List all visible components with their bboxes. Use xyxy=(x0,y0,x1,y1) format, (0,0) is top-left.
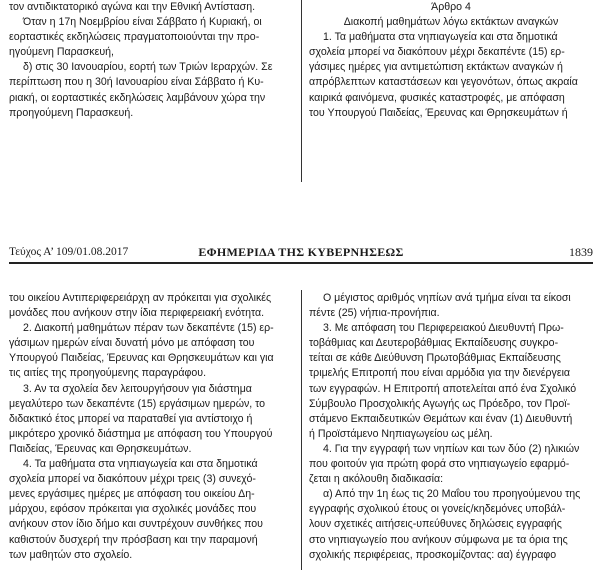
text-line: μάρχου, εφόσον πρόκειται για σχολικές μονάδες που xyxy=(9,503,257,516)
column-divider-bottom xyxy=(301,290,302,570)
text-line: πέντε (25) νήπια-προνήπια. xyxy=(309,307,440,320)
text-line: Υπουργού Παιδείας, Έρευνας και Θρησκευμάτων και για xyxy=(9,352,274,365)
text-line: ανήκουν στον ίδιο δήμο και συντρέχουν συνθήκες που xyxy=(9,518,263,531)
text-line: μικρότερο χρονικό διάστημα με απόφαση του Υπουργού xyxy=(9,427,273,440)
text-line: περίπτωση που η 30ή Ιανουαρίου είναι Σάββατο ή Κυ- xyxy=(9,76,264,89)
text-line: διδακτικό έτος μπορεί να παραταθεί για αντίστοιχο ή xyxy=(9,412,253,425)
text-line: 1. Τα μαθήματα στα νηπιαγωγεία και στα δημοτικά xyxy=(323,31,558,44)
text-line: 3. Με απόφαση του Περιφερειακού Διευθυντή Πρω- xyxy=(323,322,564,335)
text-line: ή Προϊστάμενο Νηπιαγωγείου ως μέλη. xyxy=(309,427,493,440)
issue-number: Τεύχος Α’ 109/01.08.2017 xyxy=(9,246,129,258)
text-line: τοβάθμιας και Δευτεροβάθμιας Εκπαίδευσης συγκρο- xyxy=(309,337,559,350)
gazette-title: ΕΦΗΜΕΡΙΔΑ ΤΗΣ ΚΥΒΕΡΝΗΣΕΩΣ xyxy=(198,245,404,259)
text-line: ριακή, οι εορταστικές εκδηλώσεις λαμβάνουν χώρα την xyxy=(9,91,266,104)
text-line: Σύμβουλο Προσχολικής Αγωγής ως Πρόεδρο, τον Προϊ- xyxy=(309,397,571,410)
text-line: σχολεία μπορεί να διακόπουν μέχρι δεκαπέντε (15) ερ- xyxy=(309,46,565,59)
page-number: 1839 xyxy=(569,245,593,259)
text-line: των εγγραφών. Η Επιτροπή αποτελείται από ένα Σχολικό xyxy=(309,382,577,395)
text-line: Ο μέγιστος αριθμός νηπίων ανά τμήμα είναι τα είκοσι xyxy=(323,292,571,304)
column-divider-top xyxy=(301,0,302,182)
page-header xyxy=(9,244,593,261)
text-line: μεγαλύτερο των δεκαπέντε (15) εργάσιμων ημερών, το xyxy=(9,397,266,410)
bottom-left-column xyxy=(9,291,292,563)
text-line: 2. Διακοπή μαθημάτων πέραν των δεκαπέντε (15) ερ- xyxy=(23,322,274,335)
text-line: των μαθητών στο σχολείο. xyxy=(9,548,133,561)
text-line: ηγούμενη Παρασκευή, xyxy=(9,46,114,59)
article-title: Διακοπή μαθημάτων λόγω εκτάκτων αναγκών xyxy=(343,16,559,29)
text-line: 4. Τα μαθήματα στα νηπιαγωγεία και στα δημοτικά xyxy=(23,458,258,471)
text-line: καθιστούν δυσχερή την πρόσβαση και την παραμονή xyxy=(9,533,258,546)
text-line: τείται σε κάθε Διεύθυνση Πρωτοβάθμιας Εκπαίδευσης xyxy=(309,352,561,365)
text-line: σχολεία μπορεί να διακόπουν μέχρι τρεις (3) συνεχό- xyxy=(9,473,256,486)
text-line: α) Από την 1η έως τις 20 Μαΐου του προηγούμενου της xyxy=(323,488,581,501)
text-line: Όταν η 17η Νοεμβρίου είναι Σάββατο ή Κυριακή, οι xyxy=(23,16,262,29)
text-line: σχολικής περιφέρειας, προσκομίζοντας: αα) έγγραφο xyxy=(309,548,557,561)
text-line: μενες εργάσιμες ημέρες με απόφαση του οικείου Δη- xyxy=(9,488,255,501)
text-line: λουν σχετικές αιτήσεις-υπεύθυνες δηλώσεις εγγραφής xyxy=(309,518,562,531)
text-line: μονάδες που ανήκουν στην ίδια περιφερειακή ενότητα. xyxy=(9,307,265,320)
text-line: στάμενο Εκπαιδευτικών Θεμάτων και έναν (1) Διευθυντή xyxy=(309,412,573,425)
text-line: καιρικά φαινόμενα, φυσικές καταστροφές, με απόφαση xyxy=(309,91,565,104)
text-line: προηγούμενη Παρασκευή. xyxy=(9,106,134,119)
top-left-column xyxy=(9,0,292,121)
text-line: του οικείου Αντιπεριφερειάρχη αν πρόκειται για σχολικές xyxy=(9,292,272,304)
text-line: τον αντιδικτατορικό αγώνα και την Εθνική Αντίσταση. xyxy=(9,1,256,13)
article-heading: Άρθρο 4 xyxy=(431,1,471,13)
text-line: Παιδείας, Έρευνας και Θρησκευμάτων. xyxy=(9,442,192,455)
text-line: γάσιμων ημερών είναι δυνατή μόνο με απόφαση του xyxy=(9,337,255,350)
bottom-right-column xyxy=(309,291,593,563)
text-line: ζεται η ακόλουθη διαδικασία: xyxy=(309,473,444,486)
text-line: εγγραφής σχολικού έτους οι γονείς/κηδεμόνες υποβάλ- xyxy=(309,503,566,516)
text-line: απρόβλεπτων καταστάσεων και γεγονότων, όπως ακραία xyxy=(309,76,578,89)
text-line: γάσιμες ημέρες για αντιμετώπιση εκτάκτων αναγκών ή xyxy=(309,61,563,74)
text-line: στο νηπιαγωγείο που ανήκουν σύμφωνα με τα όρια της xyxy=(309,533,568,546)
text-line: εορταστικές εκδηλώσεις πραγματοποιούνται την προ- xyxy=(9,31,260,44)
text-line: του Υπουργού Παιδείας, Έρευνας και Θρησκευμάτων ή xyxy=(309,106,568,119)
top-right-column xyxy=(309,0,593,121)
text-line: 3. Αν τα σχολεία δεν λειτουργήσουν για διάστημα xyxy=(23,382,252,395)
text-line: 4. Για την εγγραφή των νηπίων και των δύο (2) ηλικιών xyxy=(323,442,580,455)
text-line: τριμελής Επιτροπή που είναι αρμόδια για την διενέργεια xyxy=(309,367,571,380)
text-line: που φοιτούν για πρώτη φορά στο νηπιαγωγείο εφαρμό- xyxy=(309,458,570,471)
header-rule xyxy=(9,262,593,264)
text-line: τις αιτίες της προηγούμενης παραγράφου. xyxy=(9,367,207,380)
text-line: δ) στις 30 Ιανουαρίου, εορτή των Τριών Ιεραρχών. Σε xyxy=(23,61,273,74)
